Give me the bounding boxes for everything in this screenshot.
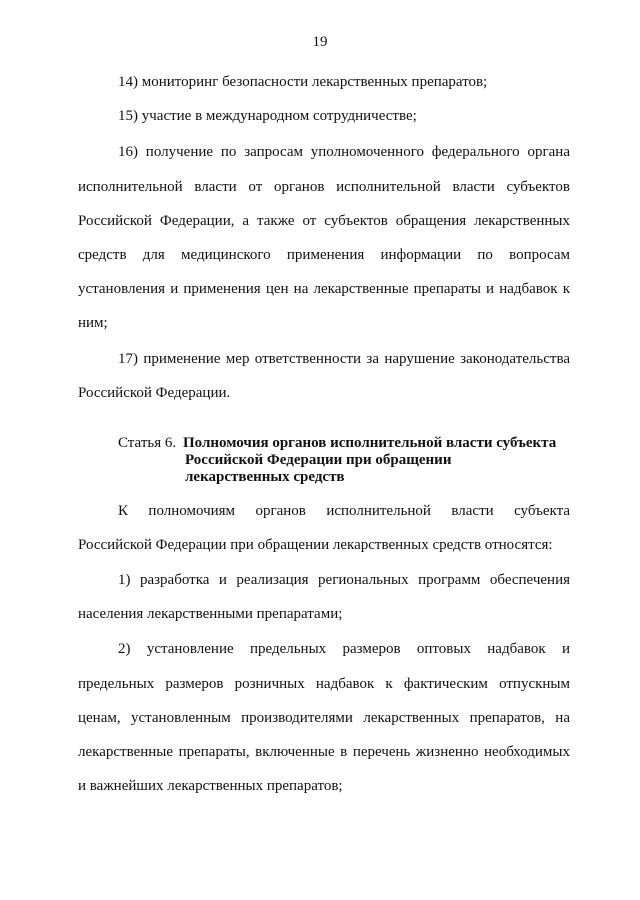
article-intro-line-2: Российской Федерации при обращении лекарственных средств относятся: <box>78 537 553 553</box>
item-16-line-2: исполнительной власти от органов исполнительной власти субъектов <box>78 179 570 195</box>
item-15-line-1: 15) участие в международном сотрудничестве; <box>118 108 417 124</box>
art-item-1-line-1: 1) разработка и реализация региональных программ обеспечения <box>118 572 570 588</box>
art-item-2-line-4: лекарственные препараты, включенные в перечень жизненно необходимых <box>78 744 570 760</box>
item-16-line-5: установления и применения цен на лекарственные препараты и надбавок к <box>78 281 570 297</box>
article-title-line-1: Полномочия органов исполнительной власти субъекта <box>183 435 557 451</box>
item-16-line-6: ним; <box>78 315 108 331</box>
item-16-line-4: средств для медицинского применения информации по вопросам <box>78 247 570 263</box>
art-item-2-line-2: предельных размеров розничных надбавок к фактическим отпускным <box>78 676 570 692</box>
art-item-1-line-2: населения лекарственными препаратами; <box>78 606 343 622</box>
item-14-line-1: 14) мониторинг безопасности лекарственных препаратов; <box>118 74 488 90</box>
article-title-line-2: Российской Федерации при обращении <box>185 452 452 468</box>
art-item-2-line-5: и важнейших лекарственных препаратов; <box>78 778 343 794</box>
item-17-line-1: 17) применение мер ответственности за нарушение законодательства <box>118 351 570 367</box>
article-title <box>183 435 583 486</box>
article-title-line-3: лекарственных средств <box>185 469 345 485</box>
page-number: 19 <box>312 34 328 50</box>
item-17-line-2: Российской Федерации. <box>78 385 231 401</box>
article-label: Статья 6. <box>118 435 177 451</box>
item-16-line-1: 16) получение по запросам уполномоченного федерального органа <box>118 144 570 160</box>
article-intro-line-1: К полномочиям органов исполнительной власти субъекта <box>118 503 570 519</box>
item-16-line-3: Российской Федерации, а также от субъектов обращения лекарственных <box>78 213 570 229</box>
art-item-2-line-3: ценам, установленным производителями лекарственных препаратов, на <box>78 710 570 726</box>
art-item-2-line-1: 2) установление предельных размеров оптовых надбавок и <box>118 641 570 657</box>
